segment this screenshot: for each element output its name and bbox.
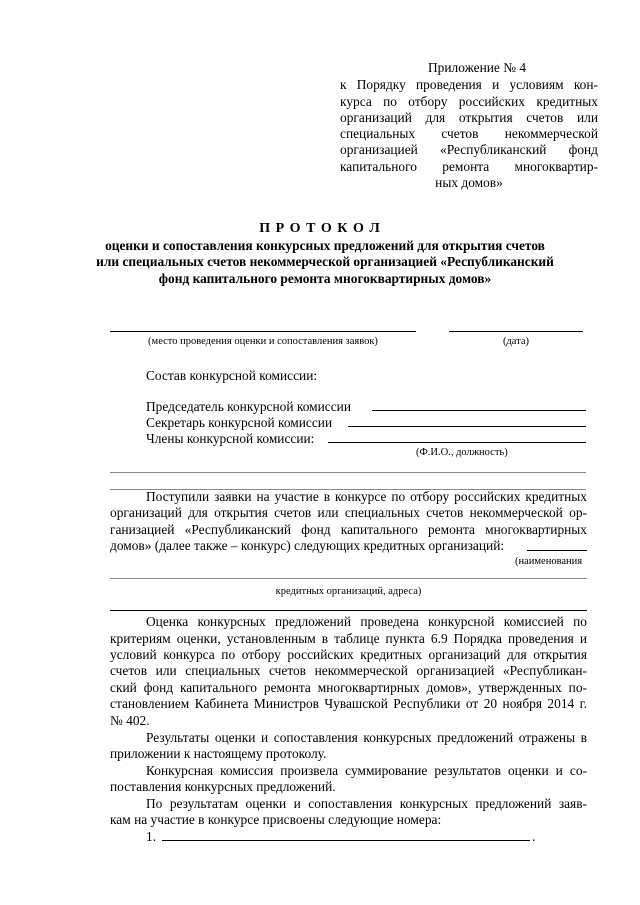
date-caption: (дата) [502, 336, 530, 347]
evaluation-line-7: № 402. [110, 713, 150, 728]
applications-caption-center: кредитных организаций, адреса) [275, 586, 422, 597]
appendix-line-1: к Порядку проведения и условиям кон- [340, 77, 598, 92]
numbers-line-2: кам на участие в конкурсе присвоены следующие номера: [110, 812, 442, 827]
protocol-title: П Р О Т О К О Л [259, 221, 381, 236]
appendix-line-5: организацией «Республиканский фонд [340, 142, 598, 157]
secretary-label: Секретарь конкурсной комиссии [146, 415, 333, 430]
date-line [449, 331, 583, 332]
applications-line-4-blank [527, 550, 587, 551]
results-line-2: приложении к настоящему протоколу. [110, 746, 327, 761]
evaluation-line-2: критериям оценки, установленным в таблице пункта 6.9 Порядка проведения и [110, 631, 587, 646]
summation-line-2: поставления конкурсных предложений. [110, 779, 336, 794]
appendix-line-7: ных домов» [435, 175, 503, 190]
item-line [162, 840, 530, 841]
appendix-title: Приложение № 4 [428, 60, 527, 75]
applications-blank-line-1 [110, 578, 587, 579]
evaluation-line-6: становлением Кабинета Министров Чувашской Республики от 20 ноября 2014 г. [110, 696, 587, 711]
commission-line-2 [110, 472, 586, 473]
applications-caption-right: (наименования [515, 556, 583, 567]
applications-blank-line-2 [110, 610, 587, 611]
appendix-line-2: курса по отбору российских кредитных [340, 94, 598, 109]
members-label: Члены конкурсной комиссии: [146, 431, 315, 446]
appendix-line-3: организаций для открытия счетов или [340, 110, 598, 125]
item-number: 1. [146, 829, 157, 844]
evaluation-line-1: Оценка конкурсных предложений проведена конкурсной комиссией по [146, 614, 587, 629]
applications-line-4: домов» (далее также – конкурс) следующих кредитных организаций: [110, 538, 505, 553]
fio-caption: (Ф.И.О., должность) [416, 447, 508, 458]
applications-line-1: Поступили заявки на участие в конкурсе по отбору российских кредитных [146, 489, 587, 504]
appendix-line-6: капитального ремонта многоквартир- [340, 159, 598, 174]
appendix-line-4: специальных счетов некоммерческой [340, 126, 598, 141]
evaluation-line-5: ский фонд капитального ремонта многоквартирных домов», утвержденных по- [110, 680, 587, 695]
applications-line-2: организаций для открытия счетов или специальных счетов некоммерческой ор- [110, 505, 587, 520]
protocol-subtitle-2: или специальных счетов некоммерческой организацией «Республиканский [96, 254, 554, 269]
protocol-subtitle-1: оценки и сопоставления конкурсных предложений для открытия счетов [105, 238, 545, 253]
secretary-line [348, 426, 586, 427]
evaluation-line-3: условий конкурса по отбору российских кредитных организаций для открытия [110, 647, 587, 662]
evaluation-line-4: счетов или специальных счетов некоммерческой организацией «Республикан- [110, 663, 587, 678]
place-caption: (место проведения оценки и сопоставления заявок) [148, 336, 378, 347]
chairman-label: Председатель конкурсной комиссии [146, 399, 351, 414]
summation-line-1: Конкурсная комиссия произвела суммирование результатов оценки и со- [146, 763, 587, 778]
commission-title: Состав конкурсной комиссии: [146, 368, 318, 383]
members-line [328, 442, 586, 443]
chairman-line [372, 410, 586, 411]
applications-line-3: ганизацией «Республиканский фонд капитального ремонта многоквартирных [110, 522, 587, 537]
item-end: . [532, 829, 536, 844]
protocol-subtitle-3: фонд капитального ремонта многоквартирных домов» [158, 271, 492, 286]
numbers-line-1: По результатам оценки и сопоставления конкурсных предложений заяв- [146, 796, 587, 811]
place-line [110, 331, 416, 332]
results-line-1: Результаты оценки и сопоставления конкурсных предложений отражены в [146, 730, 587, 745]
